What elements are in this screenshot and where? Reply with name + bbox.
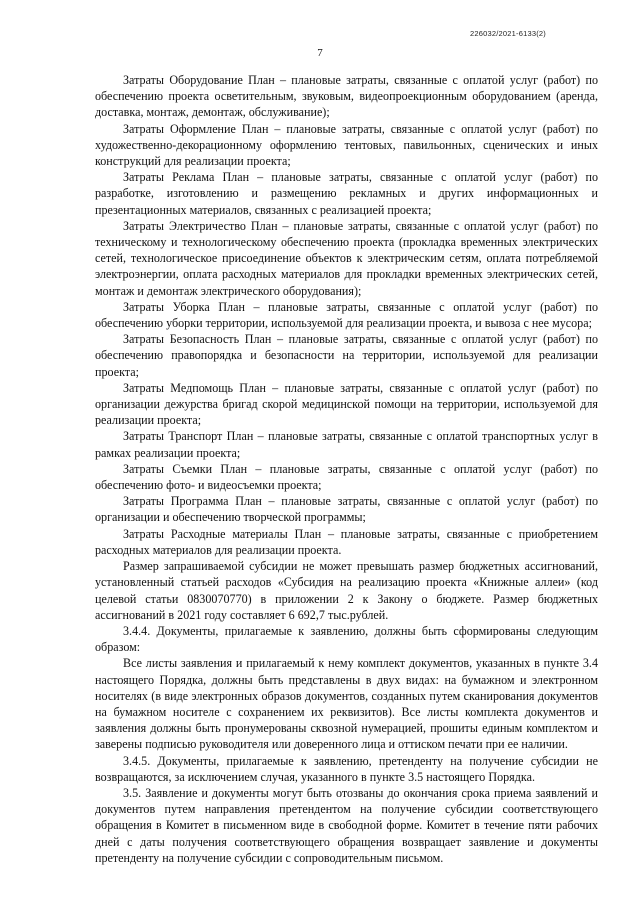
paragraph-3-4-4: 3.4.4. Документы, прилагаемые к заявлению, должны быть сформированы следующим образом: [95, 623, 598, 655]
paragraph-program-costs: Затраты Программа План – плановые затраты, связанные с оплатой услуг (работ) по организации и обеспечению творческой программы; [95, 494, 598, 525]
paragraph-consumables-costs: Затраты Расходные материалы План – плановые затраты, связанные с приобретением расходных материалов для реализации проекта. [95, 526, 598, 557]
paragraph-electricity-costs: Затраты Электричество План – плановые затраты, связанные с оплатой услуг (работ) по техническому и технологическому обеспечению проекта (прокладка временных электрических сетей, технологическое присоединение объектов к электрическим сетям, оплата потребляемой электроэнергии, оплата расходных материалов для прокладки временных электрических сетей, монтаж и демонтаж электрического оборудования); [95, 218, 598, 298]
paragraph-filming-costs: Затраты Съемки План – плановые затраты, связанные с оплатой услуг (работ) по обеспечению фото- и видеосъемки проекта; [95, 461, 598, 493]
paragraph-cleaning-costs: Затраты Уборка План – плановые затраты, связанные с оплатой услуг (работ) по обеспечению уборки территории, используемой для реализации проекта, и вывоза с нее мусора; [95, 299, 598, 331]
paragraph-3-5: 3.5. Заявление и документы могут быть отозваны до окончания срока приема заявлений и документов путем направления претендентом на получение субсидии соответствующего обращения в Комитет в письменном виде в свободной форме. Комитет в течение пяти рабочих дней с даты получения соответствующего обращения возвращает заявление и документы претенденту на получение субсидии с сопроводительным письмом. [95, 785, 598, 865]
document-registration-number: 226032/2021-6133(2) [470, 29, 546, 38]
paragraph-3-4-5: 3.4.5. Документы, прилагаемые к заявлению, претенденту на получение субсидии не возвращаются, за исключением случая, указанного в пункте 3.5 настоящего Порядка. [95, 753, 598, 784]
paragraph-security-costs: Затраты Безопасность План – плановые затраты, связанные с оплатой услуг (работ) по обеспечению правопорядка и безопасности на территории, используемой для реализации проекта; [95, 332, 598, 379]
page-number: 7 [317, 47, 323, 59]
document-body [95, 72, 598, 866]
paragraph-equipment-costs: Затраты Оборудование План – плановые затраты, связанные с оплатой услуг (работ) по обеспечению проекта осветительным, звуковым, видеопроекционным оборудованием (аренда, доставка, монтаж, демонтаж, обслуживание); [95, 73, 598, 120]
paragraph-medical-costs: Затраты Медпомощь План – плановые затраты, связанные с оплатой услуг (работ) по организации дежурства бригад скорой медицинской помощи на территории, используемой для реализации проекта; [95, 380, 598, 428]
paragraph-advertising-costs: Затраты Реклама План – плановые затраты, связанные с оплатой услуг (работ) по разработке, изготовлению и размещению рекламных и других информационных и презентационных материалов, связанных с реализацией проекта; [95, 170, 598, 217]
paragraph-document-format: Все листы заявления и прилагаемый к нему комплект документов, указанных в пункте 3.4 настоящего Порядка, должны быть представлены в двух видах: на бумажном и электронном носителях (в виде электронных образов документов, созданных путем сканирования документов на бумажном носителе с сохранением их реквизитов). Все листы комплекта документов и заявления должны быть пронумерованы сквозной нумерацией, прошиты единым комплектом и заверены подписью руководителя или доверенного лица и оттиском печати при ее наличии. [95, 656, 598, 752]
paragraph-transport-costs: Затраты Транспорт План – плановые затраты, связанные с оплатой транспортных услуг в рамках реализации проекта; [95, 429, 598, 460]
paragraph-decoration-costs: Затраты Оформление План – плановые затраты, связанные с оплатой услуг (работ) по художественно-декорационному оформлению тентовых, павильонных, сценических и иных конструкций для реализации проекта; [95, 121, 598, 169]
paragraph-subsidy-limit: Размер запрашиваемой субсидии не может превышать размер бюджетных ассигнований, установленный статьей расходов «Субсидия на реализацию проекта «Книжные аллеи» (код целевой статьи 0830070770) в приложении 2 к Закону о бюджете. Размер бюджетных ассигнований в 2021 году составляет 6 692,7 тыс.рублей. [95, 559, 598, 622]
